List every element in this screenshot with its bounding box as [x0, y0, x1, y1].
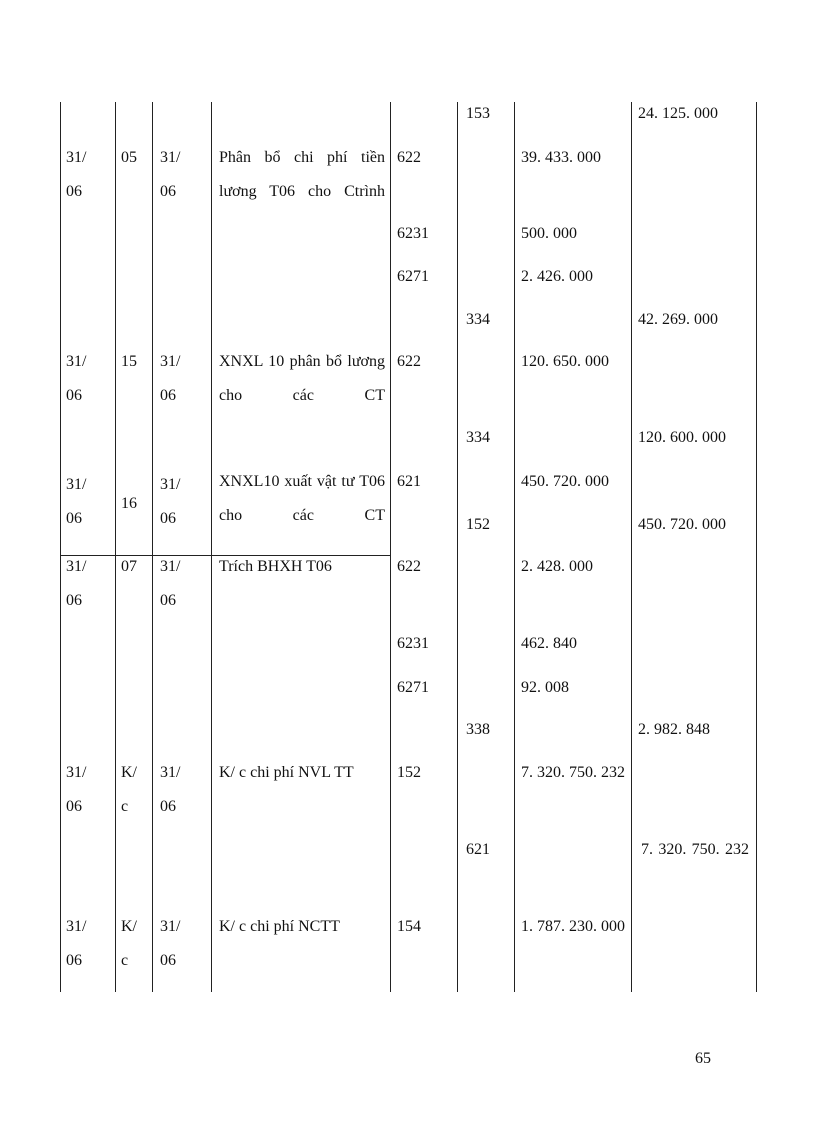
table-cell-ngay-ghi-so: 31/ 06	[66, 764, 87, 815]
table-cell-ghi-co: 334	[466, 311, 490, 328]
table-cell-dien-giai: K/ c chi phí NCTT	[219, 918, 340, 935]
table-cell-ngay-ghi-so: 31/ 06	[66, 149, 87, 200]
table-cell-ghi-no: 6231	[397, 225, 429, 242]
table-cell-so-ct: K/ c	[121, 764, 137, 815]
table-cell-ghi-co: 621	[466, 841, 490, 858]
table-cell-co: 120. 600. 000	[638, 429, 726, 446]
table-cell-ngay-ghi-so: 31/ 06	[66, 353, 87, 404]
table-cell-ngay-ct: 31/ 06	[160, 558, 181, 609]
table-cell-dien-giai: XNXL 10 phân bổ lương cho các CT	[219, 353, 385, 404]
column-rule	[514, 102, 515, 992]
table-cell-co: 42. 269. 000	[638, 311, 718, 328]
table-cell-ngay-ct: 31/ 06	[160, 918, 181, 969]
table-cell-no: 450. 720. 000	[521, 473, 609, 490]
table-cell-no: 120. 650. 000	[521, 353, 609, 370]
table-cell-so-ct: 07	[121, 558, 137, 575]
table-cell-ghi-no: 6231	[397, 635, 429, 652]
table-cell-dien-giai: XNXL10 xuất vật tư T06 cho các CT	[219, 473, 385, 524]
table-cell-dien-giai: K/ c chi phí NVL TT	[219, 764, 354, 781]
table-cell-co: 450. 720. 000	[638, 516, 726, 533]
table-cell-ghi-no: 622	[397, 353, 421, 370]
table-cell-no: 2. 428. 000	[521, 558, 593, 575]
table-cell-ghi-co: 334	[466, 429, 490, 446]
table-cell-dien-giai: Phân bổ chi phí tiền lương T06 cho Ctrình	[219, 149, 385, 200]
table-cell-so-ct: 05	[121, 149, 137, 166]
table-cell-ngay-ct: 31/ 06	[160, 353, 181, 404]
table-cell-ghi-co: 338	[466, 721, 490, 738]
table-cell-ghi-co: 152	[466, 516, 490, 533]
table-cell-no: 500. 000	[521, 225, 577, 242]
table-cell-ghi-no: 622	[397, 558, 421, 575]
table-cell-ghi-no: 621	[397, 473, 421, 490]
table-cell-ngay-ct: 31/ 06	[160, 149, 181, 200]
table-cell-co: 7. 320. 750. 232	[641, 841, 749, 858]
table-cell-so-ct: K/ c	[121, 918, 137, 969]
page-number: 65	[695, 1050, 711, 1067]
column-rule	[390, 102, 391, 992]
column-rule	[115, 102, 116, 992]
table-cell-so-ct: 15	[121, 353, 137, 370]
table-cell-ngay-ghi-so: 31/ 06	[66, 558, 87, 609]
column-rule	[60, 102, 61, 992]
table-cell-ghi-no: 6271	[397, 679, 429, 696]
table-cell-ngay-ct: 31/ 06	[160, 764, 181, 815]
table-cell-co: 2. 982. 848	[638, 721, 710, 738]
table-cell-ngay-ghi-so: 31/ 06	[66, 918, 87, 969]
table-cell-ngay-ct: 31/ 06	[160, 476, 181, 527]
table-cell-co: 24. 125. 000	[638, 105, 718, 122]
table-cell-ghi-no: 6271	[397, 268, 429, 285]
table-cell-ghi-no: 152	[397, 764, 421, 781]
table-cell-no: 462. 840	[521, 635, 577, 652]
table-cell-ghi-no: 622	[397, 149, 421, 166]
column-rule	[756, 102, 757, 992]
column-rule	[631, 102, 632, 992]
table-cell-ghi-co: 153	[466, 105, 490, 122]
column-rule	[152, 102, 153, 992]
table-cell-no: 92. 008	[521, 679, 569, 696]
table-cell-no: 2. 426. 000	[521, 268, 593, 285]
table-cell-no: 39. 433. 000	[521, 149, 601, 166]
table-cell-ghi-no: 154	[397, 918, 421, 935]
column-rule	[211, 102, 212, 992]
table-cell-so-ct: 16	[121, 495, 137, 512]
column-rule	[457, 102, 458, 992]
table-cell-dien-giai: Trích BHXH T06	[219, 558, 332, 575]
table-cell-no: 1. 787. 230. 000	[521, 918, 625, 935]
table-cell-ngay-ghi-so: 31/ 06	[66, 476, 87, 527]
table-cell-no: 7. 320. 750. 232	[521, 764, 625, 781]
